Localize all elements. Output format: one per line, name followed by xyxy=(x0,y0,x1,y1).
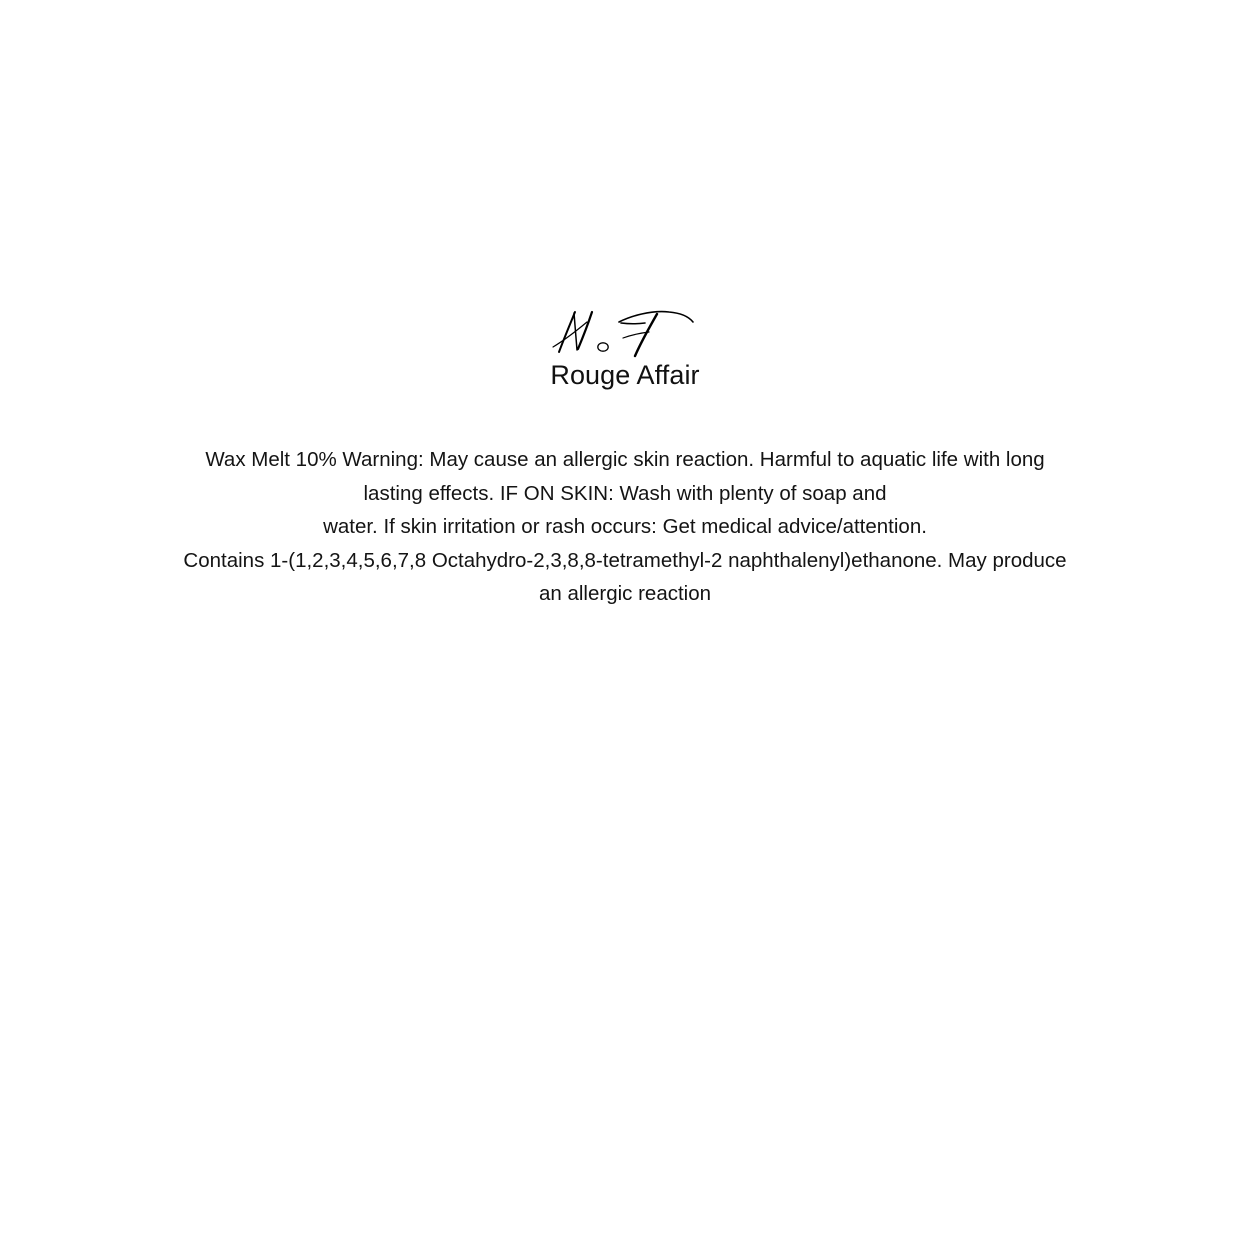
warning-line: water. If skin irritation or rash occurs: Get medical advice/attention. xyxy=(323,515,927,538)
warning-line: Wax Melt 10% Warning: May cause an allergic skin reaction. Harmful to aquatic life with long xyxy=(205,448,1045,471)
warning-line: an allergic reaction xyxy=(538,582,712,605)
warning-line: lasting effects. IF ON SKIN: Wash with plenty of soap and xyxy=(363,481,887,505)
warning-text-block xyxy=(80,443,1170,611)
no7-script-logo-icon xyxy=(545,300,705,362)
brand-logo-block xyxy=(0,300,1250,390)
warning-line: Contains 1-(1,2,3,4,5,6,7,8 Octahydro-2,3,8,8-tetramethyl-2 naphthalenyl)ethanone. May produce xyxy=(183,548,1067,572)
brand-name: Rouge Affair xyxy=(550,360,700,390)
